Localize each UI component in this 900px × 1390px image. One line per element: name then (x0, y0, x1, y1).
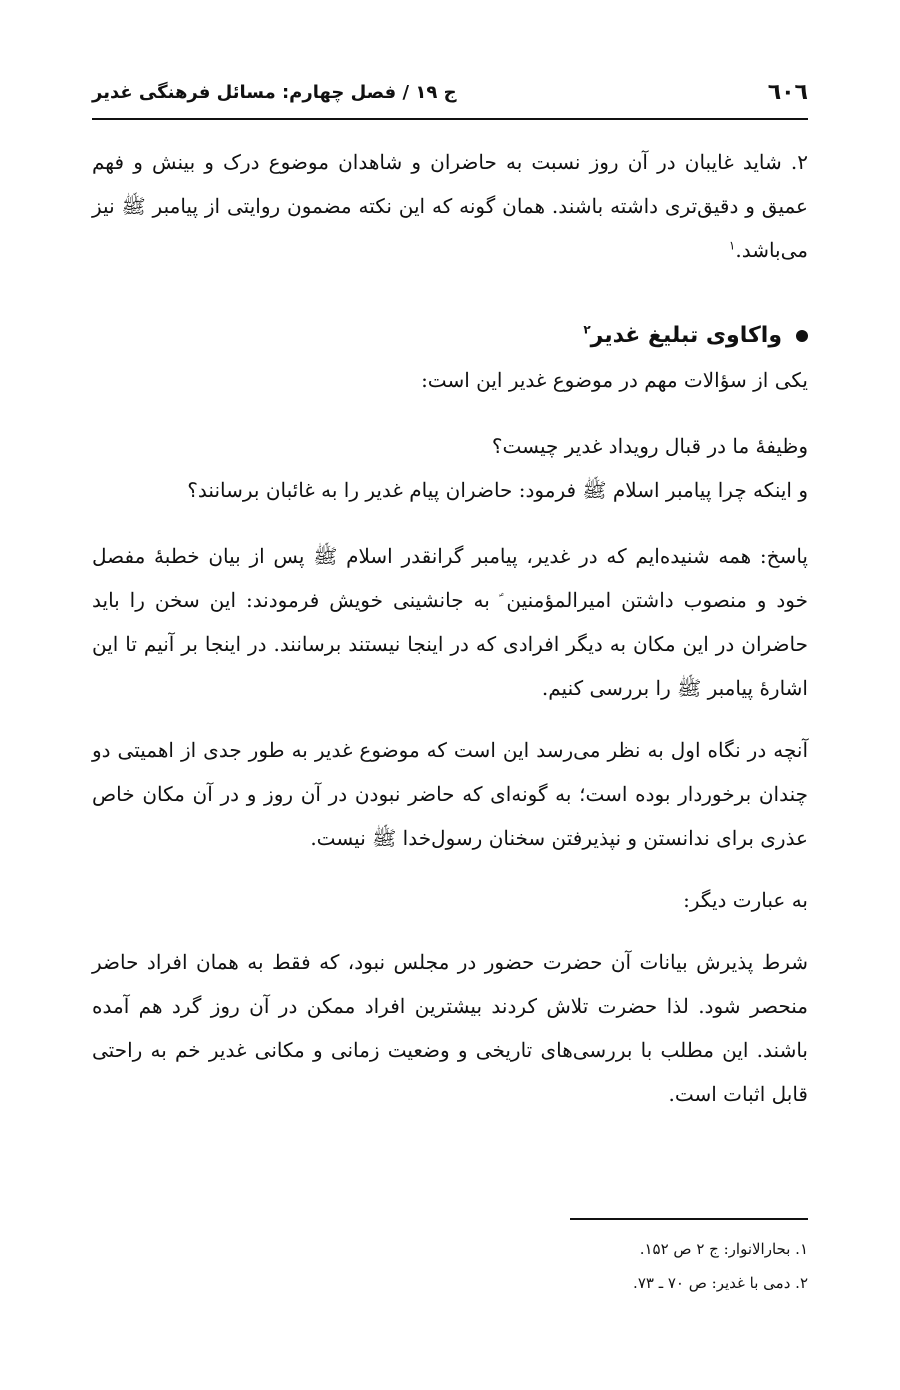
bullet-icon (796, 330, 808, 342)
page-number: ٦٠٦ (767, 80, 808, 105)
footnote-marker-1[interactable]: ۱ (728, 238, 736, 253)
page-header (92, 76, 808, 116)
paragraph-first-look: آنچه در نگاه اول به نظر می‌رسد این است که موضوع غدیر به طور جدی از اهمیتی دو چندان برخوردار بوده است؛ به گونه‌ای که حاضر نبودن در آن روز و در آن مکان خاص عذری برای ندانستن و نپذیرفتن سخنان رسول‌خدا ﷺ نیست. (92, 738, 808, 850)
question-intro: یکی از سؤالات مهم در موضوع غدیر این است: (421, 368, 808, 392)
paragraph-text: ۲. شاید غایبان در آن روز نسبت به حاضران و شاهدان موضوع درک و بینش و فهم عمیق و دقیق‌تری داشته باشند. همان گونه که این نکته مضمون روایتی از پیامبر ﷺ نیز می‌باشد. (92, 150, 808, 262)
footnote-marker-2[interactable]: ۲ (583, 322, 591, 337)
section-heading-text: واکاوی تبلیغ غدیر (590, 323, 782, 348)
page-content (92, 140, 808, 1134)
question-2: و اینکه چرا پیامبر اسلام ﷺ فرمود: حاضران پیام غدیر را به غائبان برسانند؟ (187, 478, 808, 502)
paragraph-condition: شرط پذیرش بیانات آن حضرت حضور در مجلس نبود، که فقط به همان افراد حاضر منحصر شود. لذا حضرت تلاش کردند بیشترین افراد ممکن در آن روز گرد هم آمده باشند. این مطلب با بررسی‌های تاریخی و وضعیت زمانی و مکانی غدیر خم به راحتی قابل اثبات است. (92, 950, 808, 1106)
footnote-rule (570, 1218, 808, 1220)
footnote-1: ۱. بحارالانوار: ج ۲ ص ۱۵۲. (639, 1240, 808, 1258)
paragraph-point-2 (92, 140, 808, 272)
question-1: وظیفهٔ ما در قبال رویداد غدیر چیست؟ (491, 434, 808, 458)
answer-paragraph: پاسخ: همه شنیده‌ایم که در غدیر، پیامبر گرانقدر اسلام ﷺ پس از بیان خطبهٔ مفصل خود و منصوب داشتن امیرالمؤمنین ؑ به جانشینی خویش فرمودند: این سخن را باید حاضران در این مکان به دیگر افرادی که در اینجا نیستند برسانند. در اینجا بر آنیم تا این اشارهٔ پیامبر ﷺ را بررسی کنیم. (92, 544, 808, 700)
running-title: ج ۱۹ / فصل چهارم: مسائل فرهنگی غدیر (92, 82, 457, 103)
header-rule (92, 118, 808, 120)
footnotes (92, 1232, 808, 1300)
footnote-2: ۲. دمی با غدیر: ص ۷۰ ـ ۷۳. (633, 1274, 808, 1292)
paragraph-in-other-words: به عبارت دیگر: (683, 888, 808, 912)
section-heading (92, 314, 808, 358)
